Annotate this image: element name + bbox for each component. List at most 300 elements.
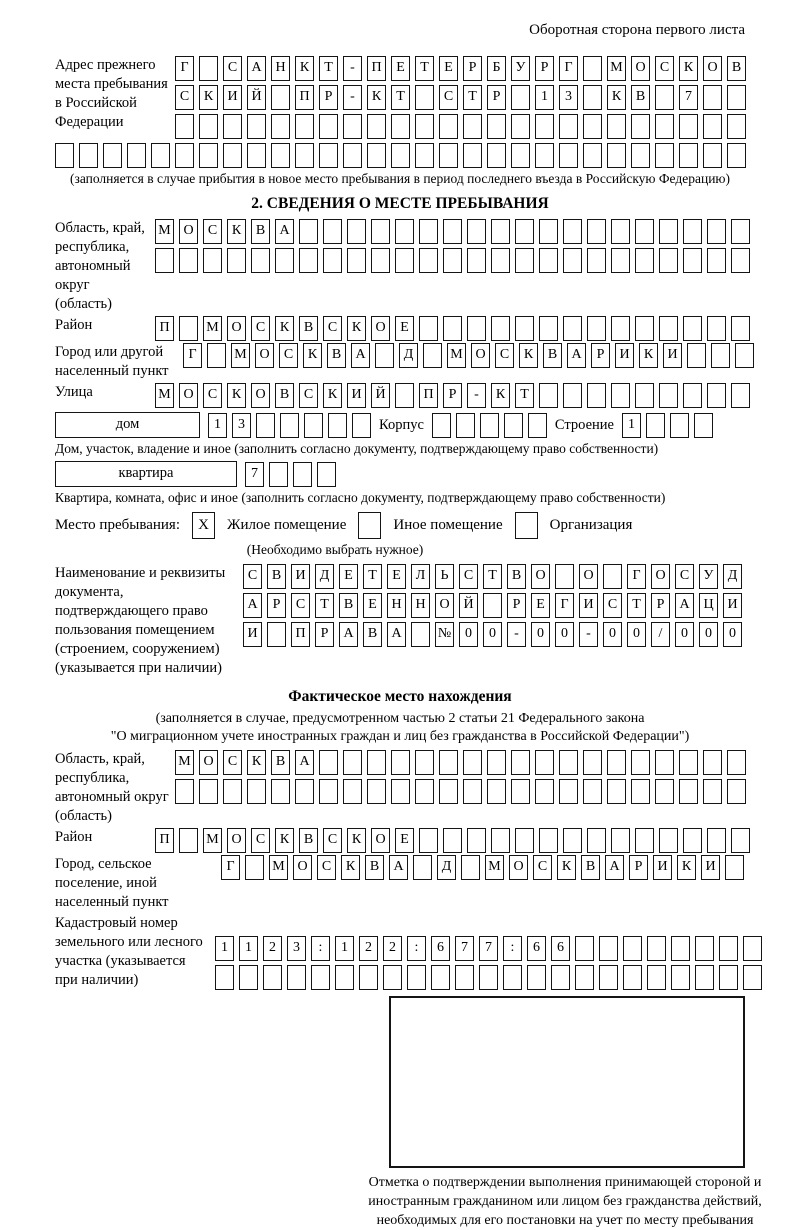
- char-cell[interactable]: [635, 248, 654, 273]
- char-cell[interactable]: Т: [315, 593, 334, 618]
- char-cell[interactable]: [539, 383, 558, 408]
- char-cell[interactable]: [215, 965, 234, 990]
- char-cell[interactable]: [623, 936, 642, 961]
- char-cell[interactable]: [323, 248, 342, 273]
- char-cell[interactable]: [223, 779, 242, 804]
- char-cell[interactable]: С: [251, 828, 270, 853]
- char-cell[interactable]: К: [677, 855, 696, 880]
- char-cell[interactable]: П: [155, 828, 174, 853]
- char-cell[interactable]: [695, 936, 714, 961]
- char-cell[interactable]: 6: [527, 936, 546, 961]
- char-cell[interactable]: С: [291, 593, 310, 618]
- char-cell[interactable]: [707, 316, 726, 341]
- char-cell[interactable]: -: [343, 85, 362, 110]
- char-cell[interactable]: 6: [551, 936, 570, 961]
- char-cell[interactable]: 3: [232, 413, 251, 438]
- char-cell[interactable]: [343, 779, 362, 804]
- char-cell[interactable]: [679, 143, 698, 168]
- char-cell[interactable]: Е: [391, 56, 410, 81]
- char-cell[interactable]: [515, 316, 534, 341]
- char-cell[interactable]: Г: [175, 56, 194, 81]
- char-cell[interactable]: Р: [487, 85, 506, 110]
- char-cell[interactable]: [319, 114, 338, 139]
- char-cell[interactable]: [559, 143, 578, 168]
- char-cell[interactable]: [419, 828, 438, 853]
- char-cell[interactable]: 3: [559, 85, 578, 110]
- char-cell[interactable]: С: [203, 219, 222, 244]
- char-cell[interactable]: [467, 316, 486, 341]
- char-cell[interactable]: К: [275, 828, 294, 853]
- char-cell[interactable]: П: [291, 622, 310, 647]
- char-cell[interactable]: У: [511, 56, 530, 81]
- char-cell[interactable]: [293, 462, 312, 487]
- char-cell[interactable]: [175, 114, 194, 139]
- char-cell[interactable]: [583, 85, 602, 110]
- char-cell[interactable]: [503, 965, 522, 990]
- char-cell[interactable]: [207, 343, 226, 368]
- char-cell[interactable]: Е: [339, 564, 358, 589]
- char-cell[interactable]: 7: [679, 85, 698, 110]
- char-cell[interactable]: [247, 779, 266, 804]
- char-cell[interactable]: К: [295, 56, 314, 81]
- char-cell[interactable]: [463, 143, 482, 168]
- char-cell[interactable]: Б: [487, 56, 506, 81]
- char-cell[interactable]: Д: [399, 343, 418, 368]
- char-cell[interactable]: К: [347, 316, 366, 341]
- char-cell[interactable]: [343, 114, 362, 139]
- char-cell[interactable]: [407, 965, 426, 990]
- char-cell[interactable]: [287, 965, 306, 990]
- char-cell[interactable]: [463, 114, 482, 139]
- char-cell[interactable]: В: [507, 564, 526, 589]
- char-cell[interactable]: [659, 316, 678, 341]
- char-cell[interactable]: [563, 248, 582, 273]
- char-cell[interactable]: [671, 936, 690, 961]
- char-cell[interactable]: [603, 564, 622, 589]
- char-cell[interactable]: [655, 114, 674, 139]
- char-cell[interactable]: [587, 248, 606, 273]
- char-cell[interactable]: [455, 965, 474, 990]
- char-cell[interactable]: Г: [559, 56, 578, 81]
- char-cell[interactable]: [304, 413, 323, 438]
- char-cell[interactable]: [480, 413, 499, 438]
- char-cell[interactable]: 7: [455, 936, 474, 961]
- char-cell[interactable]: [247, 114, 266, 139]
- char-cell[interactable]: [655, 85, 674, 110]
- char-cell[interactable]: О: [579, 564, 598, 589]
- char-cell[interactable]: И: [723, 593, 742, 618]
- char-cell[interactable]: [319, 750, 338, 775]
- char-cell[interactable]: [271, 779, 290, 804]
- char-cell[interactable]: [647, 936, 666, 961]
- char-cell[interactable]: [575, 965, 594, 990]
- char-cell[interactable]: Т: [391, 85, 410, 110]
- char-cell[interactable]: -: [579, 622, 598, 647]
- char-cell[interactable]: [735, 343, 754, 368]
- char-cell[interactable]: [707, 828, 726, 853]
- char-cell[interactable]: С: [495, 343, 514, 368]
- char-cell[interactable]: С: [675, 564, 694, 589]
- char-cell[interactable]: [271, 85, 290, 110]
- char-cell[interactable]: 2: [383, 936, 402, 961]
- char-cell[interactable]: [539, 316, 558, 341]
- char-cell[interactable]: [539, 248, 558, 273]
- char-cell[interactable]: 6: [431, 936, 450, 961]
- char-cell[interactable]: К: [199, 85, 218, 110]
- char-cell[interactable]: И: [663, 343, 682, 368]
- char-cell[interactable]: [223, 114, 242, 139]
- char-cell[interactable]: Т: [483, 564, 502, 589]
- char-cell[interactable]: [431, 965, 450, 990]
- char-cell[interactable]: [343, 143, 362, 168]
- char-cell[interactable]: [535, 143, 554, 168]
- char-cell[interactable]: С: [655, 56, 674, 81]
- char-cell[interactable]: 1: [208, 413, 227, 438]
- char-cell[interactable]: [511, 779, 530, 804]
- char-cell[interactable]: К: [367, 85, 386, 110]
- char-cell[interactable]: О: [293, 855, 312, 880]
- char-cell[interactable]: [239, 965, 258, 990]
- char-cell[interactable]: Е: [363, 593, 382, 618]
- char-cell[interactable]: М: [269, 855, 288, 880]
- char-cell[interactable]: 1: [215, 936, 234, 961]
- char-cell[interactable]: [251, 248, 270, 273]
- char-cell[interactable]: [487, 114, 506, 139]
- house-box-label[interactable]: дом: [55, 412, 200, 438]
- char-cell[interactable]: [559, 779, 578, 804]
- char-cell[interactable]: [461, 855, 480, 880]
- char-cell[interactable]: [203, 248, 222, 273]
- char-cell[interactable]: И: [579, 593, 598, 618]
- char-cell[interactable]: [319, 143, 338, 168]
- char-cell[interactable]: [725, 855, 744, 880]
- char-cell[interactable]: В: [363, 622, 382, 647]
- char-cell[interactable]: [575, 936, 594, 961]
- char-cell[interactable]: [743, 965, 762, 990]
- char-cell[interactable]: [275, 248, 294, 273]
- char-cell[interactable]: У: [699, 564, 718, 589]
- apartment-box-label[interactable]: квартира: [55, 461, 237, 487]
- char-cell[interactable]: А: [243, 593, 262, 618]
- char-cell[interactable]: М: [175, 750, 194, 775]
- char-cell[interactable]: И: [701, 855, 720, 880]
- char-cell[interactable]: [587, 316, 606, 341]
- char-cell[interactable]: Р: [315, 622, 334, 647]
- char-cell[interactable]: [479, 965, 498, 990]
- char-cell[interactable]: [631, 114, 650, 139]
- char-cell[interactable]: [256, 413, 275, 438]
- char-cell[interactable]: Ь: [435, 564, 454, 589]
- char-cell[interactable]: [295, 114, 314, 139]
- char-cell[interactable]: [271, 114, 290, 139]
- char-cell[interactable]: М: [607, 56, 626, 81]
- char-cell[interactable]: 0: [699, 622, 718, 647]
- char-cell[interactable]: [247, 143, 266, 168]
- char-cell[interactable]: [79, 143, 98, 168]
- char-cell[interactable]: К: [607, 85, 626, 110]
- char-cell[interactable]: [587, 828, 606, 853]
- char-cell[interactable]: 0: [675, 622, 694, 647]
- char-cell[interactable]: [583, 143, 602, 168]
- char-cell[interactable]: [263, 965, 282, 990]
- char-cell[interactable]: [175, 143, 194, 168]
- char-cell[interactable]: [670, 413, 689, 438]
- char-cell[interactable]: [563, 828, 582, 853]
- char-cell[interactable]: [607, 143, 626, 168]
- char-cell[interactable]: П: [367, 56, 386, 81]
- char-cell[interactable]: [687, 343, 706, 368]
- char-cell[interactable]: [343, 750, 362, 775]
- char-cell[interactable]: [271, 143, 290, 168]
- char-cell[interactable]: Й: [459, 593, 478, 618]
- char-cell[interactable]: [635, 316, 654, 341]
- char-cell[interactable]: В: [631, 85, 650, 110]
- char-cell[interactable]: [391, 779, 410, 804]
- char-cell[interactable]: [731, 248, 750, 273]
- char-cell[interactable]: [511, 750, 530, 775]
- char-cell[interactable]: [646, 413, 665, 438]
- char-cell[interactable]: С: [323, 828, 342, 853]
- char-cell[interactable]: О: [251, 383, 270, 408]
- char-cell[interactable]: [127, 143, 146, 168]
- char-cell[interactable]: О: [371, 316, 390, 341]
- char-cell[interactable]: С: [299, 383, 318, 408]
- char-cell[interactable]: [269, 462, 288, 487]
- char-cell[interactable]: [245, 855, 264, 880]
- char-cell[interactable]: [563, 219, 582, 244]
- char-cell[interactable]: В: [267, 564, 286, 589]
- char-cell[interactable]: [367, 143, 386, 168]
- char-cell[interactable]: [599, 965, 618, 990]
- char-cell[interactable]: А: [675, 593, 694, 618]
- char-cell[interactable]: К: [275, 316, 294, 341]
- char-cell[interactable]: [539, 219, 558, 244]
- checkbox-residential[interactable]: [192, 512, 215, 539]
- char-cell[interactable]: В: [299, 316, 318, 341]
- char-cell[interactable]: Г: [183, 343, 202, 368]
- checkbox-other-premises[interactable]: [358, 512, 381, 539]
- char-cell[interactable]: Е: [387, 564, 406, 589]
- char-cell[interactable]: [267, 622, 286, 647]
- char-cell[interactable]: Г: [627, 564, 646, 589]
- char-cell[interactable]: [328, 413, 347, 438]
- char-cell[interactable]: К: [227, 219, 246, 244]
- char-cell[interactable]: [727, 143, 746, 168]
- char-cell[interactable]: [432, 413, 451, 438]
- char-cell[interactable]: А: [339, 622, 358, 647]
- char-cell[interactable]: [443, 828, 462, 853]
- char-cell[interactable]: [727, 114, 746, 139]
- char-cell[interactable]: О: [179, 219, 198, 244]
- char-cell[interactable]: [683, 248, 702, 273]
- char-cell[interactable]: Р: [267, 593, 286, 618]
- char-cell[interactable]: [515, 828, 534, 853]
- char-cell[interactable]: [611, 316, 630, 341]
- char-cell[interactable]: 7: [479, 936, 498, 961]
- char-cell[interactable]: 0: [555, 622, 574, 647]
- char-cell[interactable]: В: [581, 855, 600, 880]
- char-cell[interactable]: [463, 779, 482, 804]
- char-cell[interactable]: [631, 779, 650, 804]
- char-cell[interactable]: [371, 219, 390, 244]
- char-cell[interactable]: Е: [395, 316, 414, 341]
- char-cell[interactable]: -: [467, 383, 486, 408]
- char-cell[interactable]: [659, 383, 678, 408]
- char-cell[interactable]: С: [533, 855, 552, 880]
- char-cell[interactable]: К: [323, 383, 342, 408]
- char-cell[interactable]: [511, 114, 530, 139]
- char-cell[interactable]: [635, 828, 654, 853]
- char-cell[interactable]: [599, 936, 618, 961]
- char-cell[interactable]: [703, 779, 722, 804]
- char-cell[interactable]: :: [407, 936, 426, 961]
- char-cell[interactable]: [711, 343, 730, 368]
- char-cell[interactable]: К: [639, 343, 658, 368]
- char-cell[interactable]: [55, 143, 74, 168]
- char-cell[interactable]: [456, 413, 475, 438]
- char-cell[interactable]: [695, 965, 714, 990]
- char-cell[interactable]: [347, 219, 366, 244]
- char-cell[interactable]: С: [459, 564, 478, 589]
- char-cell[interactable]: Т: [363, 564, 382, 589]
- char-cell[interactable]: [199, 779, 218, 804]
- char-cell[interactable]: [317, 462, 336, 487]
- char-cell[interactable]: [659, 248, 678, 273]
- char-cell[interactable]: [463, 750, 482, 775]
- char-cell[interactable]: [415, 114, 434, 139]
- char-cell[interactable]: :: [503, 936, 522, 961]
- char-cell[interactable]: О: [651, 564, 670, 589]
- char-cell[interactable]: [491, 828, 510, 853]
- char-cell[interactable]: [528, 413, 547, 438]
- char-cell[interactable]: [439, 779, 458, 804]
- char-cell[interactable]: [419, 316, 438, 341]
- char-cell[interactable]: Т: [463, 85, 482, 110]
- char-cell[interactable]: Г: [221, 855, 240, 880]
- char-cell[interactable]: [655, 143, 674, 168]
- char-cell[interactable]: [227, 248, 246, 273]
- char-cell[interactable]: А: [567, 343, 586, 368]
- char-cell[interactable]: [487, 143, 506, 168]
- char-cell[interactable]: О: [471, 343, 490, 368]
- char-cell[interactable]: [659, 219, 678, 244]
- char-cell[interactable]: 1: [622, 413, 641, 438]
- char-cell[interactable]: И: [347, 383, 366, 408]
- char-cell[interactable]: [731, 219, 750, 244]
- char-cell[interactable]: [199, 114, 218, 139]
- char-cell[interactable]: К: [557, 855, 576, 880]
- char-cell[interactable]: М: [155, 219, 174, 244]
- char-cell[interactable]: Г: [555, 593, 574, 618]
- char-cell[interactable]: 0: [483, 622, 502, 647]
- char-cell[interactable]: [727, 779, 746, 804]
- char-cell[interactable]: [611, 219, 630, 244]
- char-cell[interactable]: [587, 219, 606, 244]
- char-cell[interactable]: [679, 779, 698, 804]
- char-cell[interactable]: С: [223, 750, 242, 775]
- char-cell[interactable]: [352, 413, 371, 438]
- char-cell[interactable]: А: [295, 750, 314, 775]
- char-cell[interactable]: [707, 248, 726, 273]
- char-cell[interactable]: [179, 828, 198, 853]
- char-cell[interactable]: С: [317, 855, 336, 880]
- char-cell[interactable]: [635, 383, 654, 408]
- char-cell[interactable]: [395, 248, 414, 273]
- char-cell[interactable]: К: [519, 343, 538, 368]
- char-cell[interactable]: П: [419, 383, 438, 408]
- char-cell[interactable]: 1: [535, 85, 554, 110]
- char-cell[interactable]: И: [223, 85, 242, 110]
- char-cell[interactable]: [583, 750, 602, 775]
- char-cell[interactable]: 1: [335, 936, 354, 961]
- char-cell[interactable]: [727, 85, 746, 110]
- char-cell[interactable]: [443, 219, 462, 244]
- char-cell[interactable]: [703, 750, 722, 775]
- char-cell[interactable]: [280, 413, 299, 438]
- char-cell[interactable]: [383, 965, 402, 990]
- char-cell[interactable]: [683, 316, 702, 341]
- char-cell[interactable]: М: [155, 383, 174, 408]
- char-cell[interactable]: [347, 248, 366, 273]
- char-cell[interactable]: А: [389, 855, 408, 880]
- char-cell[interactable]: [467, 248, 486, 273]
- char-cell[interactable]: С: [251, 316, 270, 341]
- char-cell[interactable]: [439, 114, 458, 139]
- char-cell[interactable]: [504, 413, 523, 438]
- char-cell[interactable]: [491, 219, 510, 244]
- char-cell[interactable]: [647, 965, 666, 990]
- char-cell[interactable]: [179, 316, 198, 341]
- char-cell[interactable]: [679, 114, 698, 139]
- char-cell[interactable]: Е: [531, 593, 550, 618]
- char-cell[interactable]: Р: [629, 855, 648, 880]
- char-cell[interactable]: [727, 750, 746, 775]
- char-cell[interactable]: Ц: [699, 593, 718, 618]
- char-cell[interactable]: [719, 965, 738, 990]
- char-cell[interactable]: [467, 828, 486, 853]
- char-cell[interactable]: Н: [387, 593, 406, 618]
- char-cell[interactable]: [563, 383, 582, 408]
- char-cell[interactable]: [439, 750, 458, 775]
- char-cell[interactable]: О: [199, 750, 218, 775]
- char-cell[interactable]: [367, 750, 386, 775]
- char-cell[interactable]: [323, 219, 342, 244]
- char-cell[interactable]: [423, 343, 442, 368]
- char-cell[interactable]: 1: [239, 936, 258, 961]
- char-cell[interactable]: С: [439, 85, 458, 110]
- char-cell[interactable]: [707, 219, 726, 244]
- char-cell[interactable]: О: [179, 383, 198, 408]
- char-cell[interactable]: В: [251, 219, 270, 244]
- char-cell[interactable]: Е: [439, 56, 458, 81]
- char-cell[interactable]: К: [247, 750, 266, 775]
- char-cell[interactable]: 0: [531, 622, 550, 647]
- char-cell[interactable]: Т: [319, 56, 338, 81]
- char-cell[interactable]: [535, 750, 554, 775]
- char-cell[interactable]: [359, 965, 378, 990]
- char-cell[interactable]: [679, 750, 698, 775]
- char-cell[interactable]: [583, 779, 602, 804]
- char-cell[interactable]: [151, 143, 170, 168]
- char-cell[interactable]: [367, 114, 386, 139]
- char-cell[interactable]: [731, 383, 750, 408]
- char-cell[interactable]: В: [727, 56, 746, 81]
- char-cell[interactable]: О: [631, 56, 650, 81]
- char-cell[interactable]: [439, 143, 458, 168]
- char-cell[interactable]: [155, 248, 174, 273]
- char-cell[interactable]: [491, 316, 510, 341]
- char-cell[interactable]: [719, 936, 738, 961]
